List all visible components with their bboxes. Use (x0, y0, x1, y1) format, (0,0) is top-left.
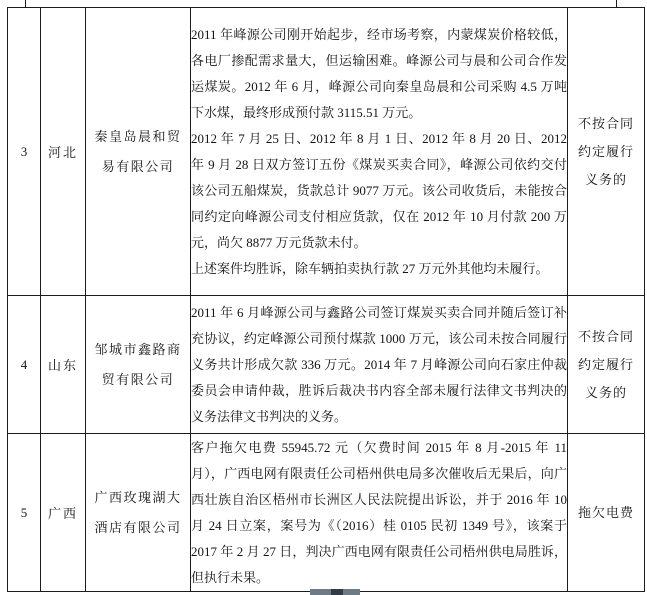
company-cell (86, 296, 191, 434)
category-label: 不按合同约定履行义务的 (577, 115, 634, 187)
province-cell: 河北 (41, 8, 86, 296)
province-cell: 广西 (41, 434, 86, 592)
category-cell (568, 8, 645, 296)
description-paragraph: 上述案件均胜诉，除车辆拍卖执行款 27 万元外其他均未履行。 (191, 260, 549, 276)
case-description-cell (191, 296, 568, 434)
category-cell (568, 296, 645, 434)
row-number-cell: 5 (8, 434, 41, 592)
cutoff-ui-artifact (310, 589, 360, 595)
description-paragraph: 2011 年峰源公司刚开始起步，经市场考察，内蒙煤炭价格较低，各电厂掺配需求量大，但运输困难。峰源公司与晨和公司合作发运煤炭。2012 年 6 月，峰源公司向秦皇岛晨和公司采购 4.5 万吨下水煤，最终形成预付款 3115.51 万元。 (191, 26, 567, 120)
category-label: 拖欠电费 (577, 504, 634, 520)
row-number-cell: 4 (8, 296, 41, 434)
cutoff-ui-artifact-dark-segment (331, 589, 343, 595)
company-name: 广西玫瑰湖大酒店有限公司 (94, 489, 182, 535)
table-row (8, 434, 645, 592)
company-name: 秦皇岛晨和贸易有限公司 (94, 128, 182, 174)
table-row (8, 296, 645, 434)
case-description-cell (191, 8, 568, 296)
company-cell (86, 8, 191, 296)
defaulters-table (7, 7, 645, 592)
description-paragraph: 2012 年 7 月 25 日、2012 年 8 月 1 日、2012 年 8 月 20 日、2012 年 9 月 28 日双方签订五份《煤炭买卖合同》，峰源公司依约交付该公司五船煤炭，货款总计 9077 万元。该公司收货后，未能按合同约定向峰源公司支付相应货款，仅在 2012 年 10 月付款 200 万元，尚欠 8877 万元货款未付。 (191, 130, 567, 250)
category-cell (568, 434, 645, 592)
description-paragraph: 客户拖欠电费 55945.72 元（欠费时间 2015 年 8 月-2015 年 11 月），广西电网有限责任公司梧州供电局多次催收后无果后，向广西壮族自治区梧州市长洲区人民法院提出诉讼，并于 2016 年 10 月 24 日立案，案号为《（2016）桂 0105 民初 1349 号》，该案于 2017 年 2 月 27 日，判决广西电网有限责任公司梧州供电局胜诉，但执行未果。 (191, 439, 567, 585)
row-number-cell: 3 (8, 8, 41, 296)
case-description-cell (191, 434, 568, 592)
description-paragraph: 2011 年 6 月峰源公司与鑫路公司签订煤炭买卖合同并随后签订补充协议，约定峰源公司预付煤款 1000 万元，该公司未按合同履行义务共计形成欠款 336 万元。2014 年 7 月峰源公司向石家庄仲裁委员会申请仲裁，胜诉后裁决书内容全部未履行法律文书判决的义务法律文书判决的义务。 (191, 304, 567, 424)
category-label: 不按合同约定履行义务的 (577, 328, 634, 400)
table-row (8, 8, 645, 296)
company-cell (86, 434, 191, 592)
company-name: 邹城市鑫路商贸有限公司 (94, 341, 182, 387)
province-cell: 山东 (41, 296, 86, 434)
